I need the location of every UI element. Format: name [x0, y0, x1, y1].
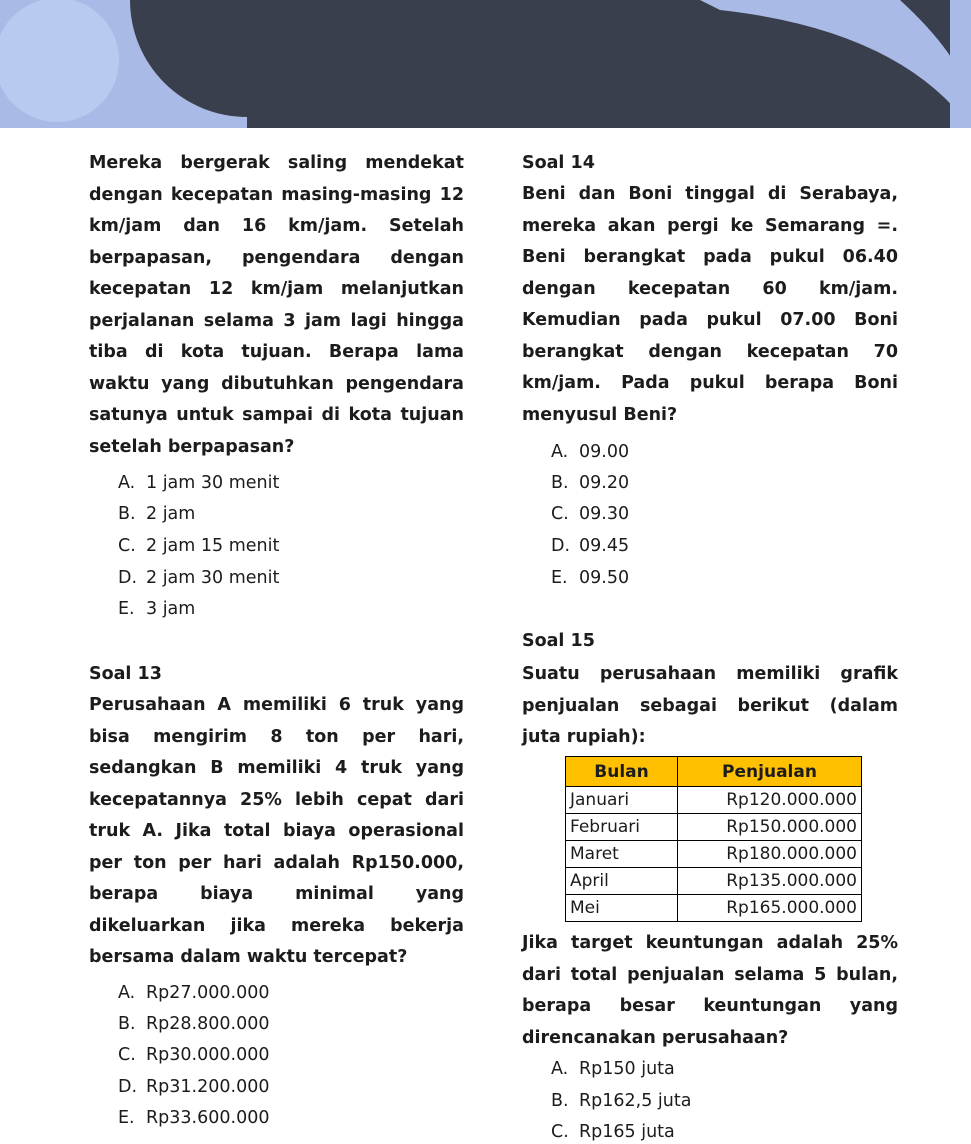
option-letter: C. — [118, 536, 136, 556]
option-letter: B. — [551, 473, 569, 493]
table-row — [566, 814, 862, 841]
column-header-month: Bulan — [566, 757, 678, 787]
option-letter: C. — [551, 504, 569, 524]
q15-option-b[interactable] — [551, 1089, 691, 1113]
option-text: 09.45 — [579, 536, 630, 556]
option-text: 09.50 — [579, 568, 630, 588]
option-letter: E. — [551, 568, 568, 588]
cell-sales: Rp120.000.000 — [678, 787, 862, 814]
q15-title: Soal 15 — [522, 631, 595, 651]
q13-text: Perusahaan A memiliki 6 truk yang bisa mengirim 8 ton per hari, sedangkan B memiliki 4 truk yang kecepatannya 25% lebih cepat dari truk A. Jika total biaya operasional per ton per hari adalah Rp150.000, berapa biaya minimal yang dikeluarkan jika mereka bekerja bersama dalam waktu tercepat? — [89, 695, 464, 967]
option-letter: B. — [118, 1014, 136, 1034]
table-row — [566, 841, 862, 868]
option-text: Rp165 juta — [579, 1122, 675, 1142]
q12-option-a[interactable] — [118, 471, 279, 495]
option-letter: A. — [118, 473, 136, 493]
option-letter: A. — [551, 442, 569, 462]
table-row — [566, 895, 862, 922]
option-letter: D. — [551, 536, 571, 556]
option-text: Rp31.200.000 — [146, 1077, 270, 1097]
option-letter: A. — [118, 983, 136, 1003]
q13-title: Soal 13 — [89, 664, 162, 684]
option-letter: B. — [118, 504, 136, 524]
q15-option-c[interactable] — [551, 1120, 675, 1144]
q12-option-d[interactable] — [118, 566, 279, 590]
option-text: Rp27.000.000 — [146, 983, 270, 1003]
option-text: 2 jam — [146, 504, 196, 524]
option-text: 09.00 — [579, 442, 630, 462]
cell-month: Januari — [566, 787, 678, 814]
q13-option-b[interactable] — [118, 1012, 269, 1036]
option-letter: D. — [118, 568, 138, 588]
option-letter: C. — [551, 1122, 569, 1142]
option-text: 1 jam 30 menit — [146, 473, 280, 493]
option-text: Rp33.600.000 — [146, 1108, 270, 1128]
option-text: 2 jam 30 menit — [146, 568, 280, 588]
header-banner — [0, 0, 971, 128]
q15-text: Suatu perusahaan memiliki grafik penjualan sebagai berikut (dalam juta rupiah): — [522, 664, 898, 747]
q14-option-b[interactable] — [551, 471, 629, 495]
q13-option-c[interactable] — [118, 1043, 269, 1067]
table-row — [566, 787, 862, 814]
q14-text: Beni dan Boni tinggal di Serabaya, mereka akan pergi ke Semarang =. Beni berangkat pada pukul 06.40 dengan kecepatan 60 km/jam. Kemudian pada pukul 07.00 Boni berangkat dengan kecepatan 70 km/jam. Pada pukul berapa Boni menyusul Beni? — [522, 184, 898, 425]
q14-option-e[interactable] — [551, 566, 629, 590]
q12-option-e[interactable] — [118, 597, 195, 621]
cell-month: Februari — [566, 814, 678, 841]
cell-month: April — [566, 868, 678, 895]
option-letter: E. — [118, 1108, 135, 1128]
q13-option-a[interactable] — [118, 981, 269, 1005]
q14-title: Soal 14 — [522, 153, 595, 173]
option-text: 09.30 — [579, 504, 630, 524]
table-row — [566, 868, 862, 895]
cell-sales: Rp135.000.000 — [678, 868, 862, 895]
sales-table — [565, 756, 862, 922]
q14-option-d[interactable] — [551, 534, 629, 558]
option-letter: B. — [551, 1091, 569, 1111]
option-letter: A. — [551, 1059, 569, 1079]
option-text: 09.20 — [579, 473, 630, 493]
q12-option-b[interactable] — [118, 502, 195, 526]
option-letter: C. — [118, 1045, 136, 1065]
q15-question: Jika target keuntungan adalah 25% dari total penjualan selama 5 bulan, berapa besar keuntungan yang direncanakan perusahaan? — [522, 933, 898, 1048]
q12-option-c[interactable] — [118, 534, 279, 558]
header-corner-light — [950, 0, 971, 128]
cell-sales: Rp150.000.000 — [678, 814, 862, 841]
option-text: Rp162,5 juta — [579, 1091, 692, 1111]
q14-option-a[interactable] — [551, 440, 629, 464]
cell-sales: Rp165.000.000 — [678, 895, 862, 922]
option-text: Rp150 juta — [579, 1059, 675, 1079]
q12-text: Mereka bergerak saling mendekat dengan kecepatan masing-masing 12 km/jam dan 16 km/jam. Setelah berpapasan, pengendara dengan kecepatan 12 km/jam melanjutkan perjalanan selama 3 jam lagi hingga tiba di kota tujuan. Berapa lama waktu yang dibutuhkan pengendara satunya untuk sampai di kota tujuan setelah berpapasan? — [89, 153, 464, 457]
cell-month: Maret — [566, 841, 678, 868]
table-header-row — [566, 757, 862, 787]
q13-option-d[interactable] — [118, 1075, 269, 1099]
option-letter: D. — [118, 1077, 138, 1097]
cell-month: Mei — [566, 895, 678, 922]
q14-option-c[interactable] — [551, 502, 629, 526]
option-text: 3 jam — [146, 599, 196, 619]
cell-sales: Rp180.000.000 — [678, 841, 862, 868]
option-text: Rp30.000.000 — [146, 1045, 270, 1065]
q15-option-a[interactable] — [551, 1057, 675, 1081]
column-header-sales: Penjualan — [678, 757, 862, 787]
option-letter: E. — [118, 599, 135, 619]
option-text: 2 jam 15 menit — [146, 536, 280, 556]
q13-option-e[interactable] — [118, 1106, 269, 1130]
option-text: Rp28.800.000 — [146, 1014, 270, 1034]
